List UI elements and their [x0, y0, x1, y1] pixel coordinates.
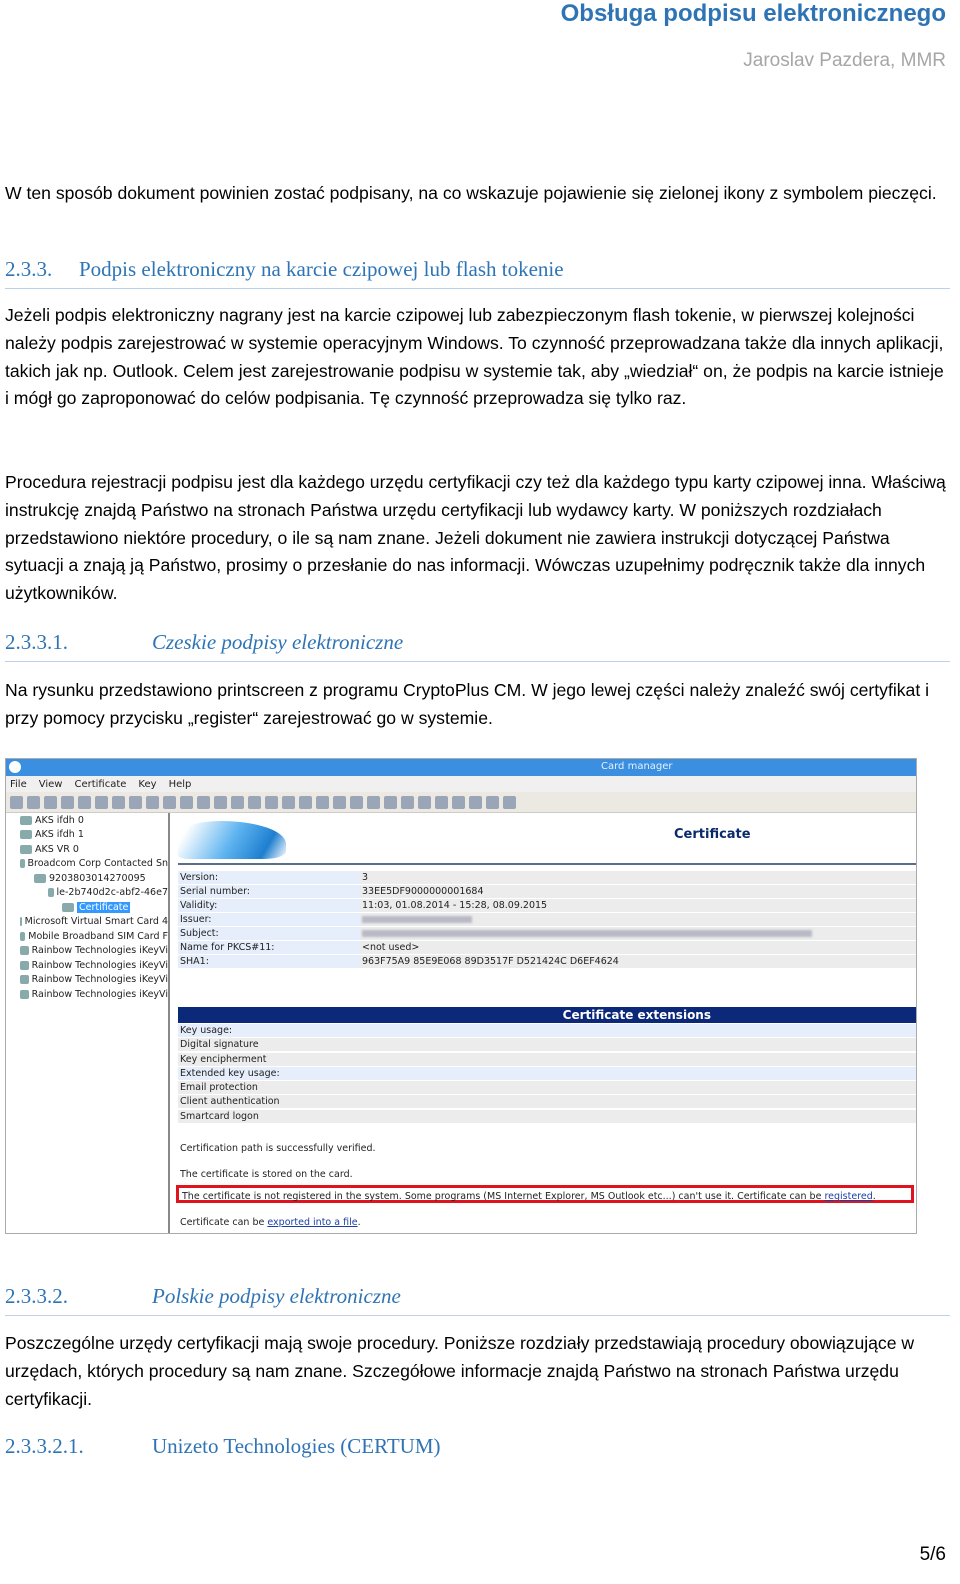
toolbar-button-icon[interactable] — [163, 796, 176, 809]
toolbar-button-icon[interactable] — [146, 796, 159, 809]
tree-item[interactable] — [6, 944, 168, 959]
tree-item-label: 9203803014270095 — [49, 872, 146, 884]
paragraph: Procedura rejestracji podpisu jest dla każdego urzędu certyfikacji czy też dla każdego typu karty czipowej inna. Właściwą instrukcję znajdą Państwo na stronach Państwa urzędu certyfikacji lub wydawcy karty. W poniższych rozdziałach przedstawiono niektóre procedury, o ile są nam znane. Jeżeli dokument nie zawiera instrukcji dotyczącej Państwa sytuacji a znają ją Państwo, prosimy o przesłanie do nas informacji. Wówczas uzupełnimy podręcznik także dla innych użytkowników. — [5, 472, 946, 604]
toolbar-button-icon[interactable] — [401, 796, 414, 809]
paragraph: Jeżeli podpis elektroniczny nagrany jest na karcie czipowej lub zabezpieczonym flash tokenie, w pierwszej kolejności należy podpis zarejestrować w systemie operacyjnym Windows. To czynność przeprowadzana także dla innych aplikacji, takich jak np. Outlook. Celem jest zarejestrowanie podpisu w systemie tak, aby „wiedział“ on, że podpis na karcie istnieje i mógł go zaproponować do celów podpisania. Tę czynność przeprowadza się tylko raz. — [5, 305, 944, 409]
section-heading-2-3-3-2 — [5, 1284, 950, 1316]
tree-item[interactable] — [6, 958, 168, 973]
tree-item-label: Mobile Broadband SIM Card F — [28, 930, 168, 942]
section-number: 2.3.3.2. — [5, 1284, 68, 1308]
toolbar-button-icon[interactable] — [384, 796, 397, 809]
card-reader-icon — [20, 859, 25, 868]
not-registered-text: The certificate is not registered in the system. Some programs (MS Internet Explorer, MS Outlook etc...) can't use it. Certificate can be — [182, 1191, 822, 1202]
extension-row: Key usage: — [178, 1024, 916, 1037]
tree-item[interactable] — [6, 871, 168, 886]
toolbar-button-icon[interactable] — [486, 796, 499, 809]
card-reader-icon — [20, 816, 32, 825]
section-heading-2-3-3 — [5, 257, 950, 289]
extensions-heading: Certificate extensions — [178, 1007, 916, 1023]
menu-item[interactable]: File — [10, 778, 27, 790]
tree-item-label: AKS VR 0 — [35, 843, 79, 855]
paragraph: Na rysunku przedstawiono printscreen z programu CryptoPlus CM. W jego lewej części należy znaleźć swój certyfikat i przy pomocy przycisku „register“ zarejestrować go w systemie. — [5, 680, 930, 728]
field-key: Subject: — [178, 927, 360, 940]
tree-item[interactable] — [6, 929, 168, 944]
card-reader-icon — [20, 845, 32, 854]
tree-item[interactable] — [6, 886, 168, 901]
toolbar-button-icon[interactable] — [27, 796, 40, 809]
toolbar-button-icon[interactable] — [61, 796, 74, 809]
redacted-value — [362, 930, 812, 937]
toolbar-button-icon[interactable] — [248, 796, 261, 809]
app-icon — [9, 761, 21, 773]
field-key: Version: — [178, 871, 360, 884]
card-reader-icon — [20, 932, 25, 941]
toolbar-button-icon[interactable] — [469, 796, 482, 809]
toolbar-button-icon[interactable] — [10, 796, 23, 809]
card-reader-icon — [20, 961, 29, 970]
header-title: Obsługa podpisu elektronicznego — [560, 0, 946, 27]
tree-item-label: Rainbow Technologies iKeyVi — [31, 945, 168, 957]
toolbar-button-icon[interactable] — [452, 796, 465, 809]
toolbar-button-icon[interactable] — [180, 796, 193, 809]
tree-item-label: Certificate — [79, 901, 129, 913]
toolbar-button-icon[interactable] — [44, 796, 57, 809]
toolbar-button-icon[interactable] — [95, 796, 108, 809]
tree-item-label: Broadcom Corp Contacted Sn — [27, 858, 168, 870]
reader-tree — [6, 813, 170, 1233]
tree-item[interactable] — [6, 828, 168, 843]
toolbar-button-icon[interactable] — [129, 796, 142, 809]
not-registered-message: The certificate is not registered in the system. Some programs (MS Internet Explorer, MS Outlook etc...) can't use it. Certificate can be registered. — [176, 1185, 914, 1203]
field-row — [178, 941, 916, 954]
toolbar-button-icon[interactable] — [316, 796, 329, 809]
field-value — [360, 913, 472, 926]
export-text: Certificate can be — [180, 1217, 265, 1228]
toolbar-button-icon[interactable] — [197, 796, 210, 809]
paragraph: W ten sposób dokument powinien zostać podpisany, na co wskazuje pojawienie się zielonej ikony z symbolem pieczęci. — [5, 183, 937, 203]
menu-item[interactable]: View — [38, 778, 63, 790]
redacted-value — [362, 916, 472, 923]
tree-item[interactable] — [6, 842, 168, 857]
card-reader-icon — [20, 990, 29, 999]
tree-item-label: Microsoft Virtual Smart Card 4 — [24, 916, 168, 928]
export-message: Certificate can be exported into a file. — [180, 1217, 361, 1228]
section-title: Polskie podpisy elektroniczne — [152, 1284, 401, 1308]
field-row — [178, 955, 916, 968]
section-number: 2.3.3. — [5, 257, 53, 281]
export-link[interactable]: exported into a file — [267, 1217, 358, 1228]
extension-row: Key encipherment — [178, 1053, 916, 1066]
logo-feather-icon — [178, 821, 286, 859]
page-number: 5/6 — [919, 1544, 946, 1565]
section-number: 2.3.3.1. — [5, 630, 68, 654]
field-value: 3 — [362, 872, 369, 883]
extension-row: Extended key usage: — [178, 1067, 916, 1080]
certificate-heading: Certificate — [674, 827, 751, 842]
toolbar-button-icon[interactable] — [231, 796, 244, 809]
extension-row: Digital signature — [178, 1038, 916, 1051]
field-value: 11:03, 01.08.2014 - 15:28, 08.09.2015 — [362, 900, 548, 911]
window-titlebar — [6, 759, 916, 776]
section-heading-2-3-3-2-1 — [5, 1434, 950, 1465]
paragraph: Poszczególne urzędy certyfikacji mają swoje procedury. Poniższe rozdziały przedstawiają procedury obowiązujące w urzędach, których procedury są nam znane. Szczegółowe informacje znajdą Państwo na stronach Państwa urzędu certyfikacji. — [5, 1333, 915, 1409]
field-key: Issuer: — [178, 913, 360, 926]
field-row — [178, 871, 916, 884]
toolbar-button-icon[interactable] — [282, 796, 295, 809]
extension-row: Email protection — [178, 1081, 916, 1094]
field-row — [178, 927, 916, 940]
field-value — [360, 927, 812, 940]
section-title: Czeskie podpisy elektroniczne — [152, 630, 404, 654]
field-key: Name for PKCS#11: — [178, 941, 360, 954]
field-value: <not used> — [362, 942, 420, 953]
window-title: Card manager — [601, 761, 673, 772]
menu-item[interactable]: Certificate — [74, 778, 127, 790]
register-link[interactable]: registered — [824, 1191, 873, 1202]
field-key: Validity: — [178, 899, 360, 912]
card-reader-icon — [34, 874, 46, 883]
tree-item-label: Rainbow Technologies iKeyVi — [31, 974, 168, 986]
toolbar-button-icon[interactable] — [333, 796, 346, 809]
section-title: Unizeto Technologies (CERTUM) — [152, 1434, 441, 1458]
toolbar-button-icon[interactable] — [214, 796, 227, 809]
tree-item[interactable] — [6, 900, 168, 915]
card-reader-icon — [20, 830, 32, 839]
card-reader-icon — [20, 917, 22, 926]
toolbar-button-icon[interactable] — [299, 796, 312, 809]
toolbar-button-icon[interactable] — [435, 796, 448, 809]
tree-item[interactable] — [6, 857, 168, 872]
menu-bar — [6, 776, 916, 792]
tree-item[interactable] — [6, 973, 168, 988]
section-title: Podpis elektroniczny na karcie czipowej lub flash tokenie — [79, 257, 564, 281]
card-manager-screenshot — [5, 758, 917, 1234]
toolbar — [6, 792, 916, 813]
tree-item-label: AKS ifdh 0 — [35, 814, 84, 826]
certificate-fields — [178, 871, 916, 969]
toolbar-button-icon[interactable] — [78, 796, 91, 809]
field-value: 33EE5DF9000000001684 — [362, 886, 484, 897]
field-row — [178, 899, 916, 912]
card-reader-icon — [62, 903, 74, 912]
tree-item-label: Rainbow Technologies iKeyVi — [31, 988, 168, 1000]
extension-row: Client authentication — [178, 1095, 916, 1108]
field-value: 963F75A9 85E9E068 89D3517F D521424C D6EF4624 — [362, 956, 619, 967]
section-number: 2.3.3.2.1. — [5, 1434, 84, 1458]
tree-item-label: le-2b740d2c-abf2-46e7 — [56, 887, 168, 899]
field-row — [178, 885, 916, 898]
tree-item[interactable] — [6, 987, 168, 1002]
extensions-list — [178, 1024, 916, 1124]
path-message: Certification path is successfully verified. — [180, 1143, 376, 1154]
header-author: Jaroslav Pazdera, MMR — [743, 50, 946, 71]
toolbar-button-icon[interactable] — [112, 796, 125, 809]
toolbar-button-icon[interactable] — [503, 796, 516, 809]
card-reader-icon — [20, 975, 29, 984]
menu-item[interactable]: Key — [138, 778, 157, 790]
tree-item[interactable] — [6, 915, 168, 930]
tree-item[interactable] — [6, 813, 168, 828]
stored-message: The certificate is stored on the card. — [180, 1169, 353, 1180]
section-heading-2-3-3-1 — [5, 630, 950, 662]
field-key: SHA1: — [178, 955, 360, 968]
extension-row: Smartcard logon — [178, 1110, 916, 1123]
card-reader-icon — [20, 946, 29, 955]
tree-item-label: Rainbow Technologies iKeyVi — [31, 959, 168, 971]
card-reader-icon — [48, 888, 54, 897]
field-key: Serial number: — [178, 885, 360, 898]
toolbar-button-icon[interactable] — [265, 796, 278, 809]
divider — [178, 863, 916, 865]
toolbar-button-icon[interactable] — [350, 796, 363, 809]
certificate-pane — [174, 813, 916, 1233]
toolbar-button-icon[interactable] — [367, 796, 380, 809]
menu-item[interactable]: Help — [168, 778, 192, 790]
tree-item-label: AKS ifdh 1 — [35, 829, 84, 841]
toolbar-button-icon[interactable] — [418, 796, 431, 809]
field-row — [178, 913, 916, 926]
